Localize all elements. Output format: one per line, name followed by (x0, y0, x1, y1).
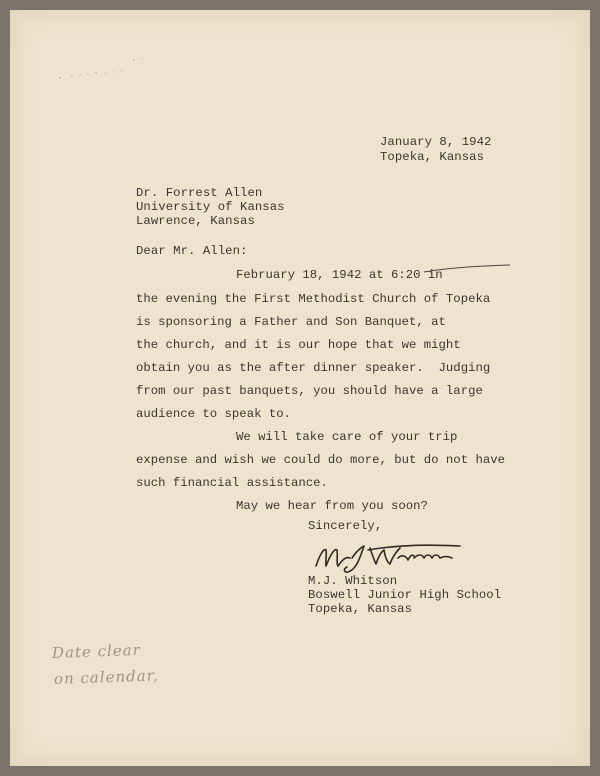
letter-place: Topeka, Kansas (380, 150, 485, 164)
sender-school: Boswell Junior High School (308, 588, 502, 602)
body-line: obtain you as the after dinner speaker. Judging (136, 361, 491, 375)
body-line: audience to speak to. (136, 407, 291, 421)
body-line: May we hear from you soon? (236, 499, 428, 513)
body-line: is sponsoring a Father and Son Banquet, at (136, 315, 446, 329)
body-line: the evening the First Methodist Church of Topeka (136, 292, 491, 306)
sender-city: Topeka, Kansas (308, 602, 413, 616)
pencil-note-line-1: Date clear (51, 640, 142, 662)
recipient-city: Lawrence, Kansas (136, 214, 255, 228)
body-line: We will take care of your trip (236, 430, 458, 444)
body-line: from our past banquets, you should have a large (136, 384, 483, 398)
sender-name: M.J. Whitson (308, 574, 398, 588)
underline-stroke (422, 260, 512, 276)
recipient-name: Dr. Forrest Allen (136, 186, 263, 200)
letter-date: January 8, 1942 (380, 135, 492, 149)
pencil-note-line-2: on calendar, (53, 666, 160, 688)
closing: Sincerely, (308, 519, 383, 533)
recipient-org: University of Kansas (136, 200, 285, 214)
body-line: the church, and it is our hope that we might (136, 338, 461, 352)
body-line: February 18, 1942 at 6:20 in (236, 268, 443, 282)
letter-page (10, 10, 590, 766)
signature-mark (310, 536, 470, 578)
salutation: Dear Mr. Allen: (136, 244, 248, 258)
body-line: expense and wish we could do more, but do not have (136, 453, 505, 467)
paper-specks (50, 54, 160, 94)
body-line: such financial assistance. (136, 476, 328, 490)
